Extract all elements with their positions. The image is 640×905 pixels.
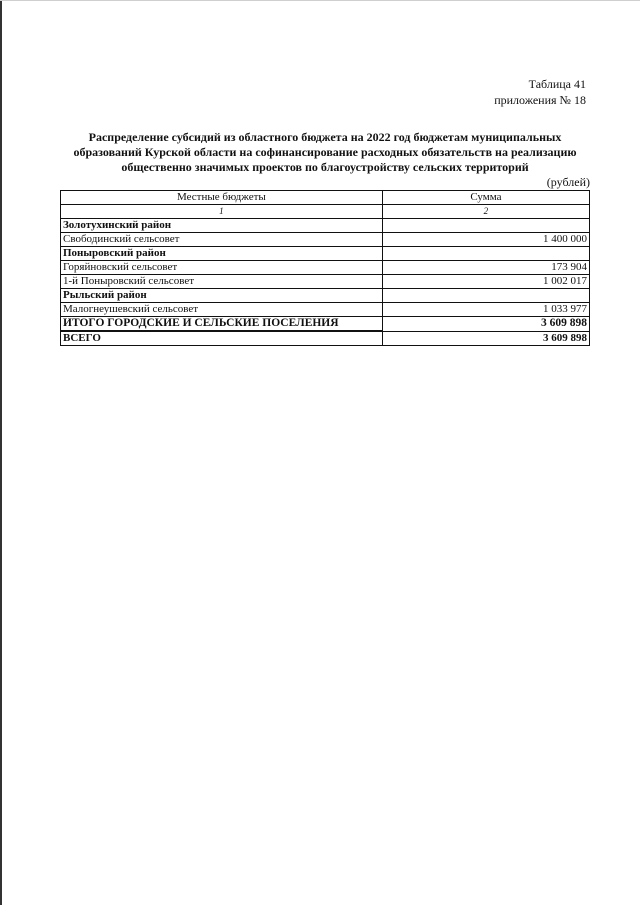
scan-edge-top xyxy=(0,0,640,1)
table-reference xyxy=(494,76,586,108)
settlement-amount: 1 033 977 xyxy=(382,303,589,317)
region-name: Золотухинский район xyxy=(61,219,383,233)
region-amount xyxy=(382,219,589,233)
total-settlements-row xyxy=(61,317,590,332)
table-row-region xyxy=(61,219,590,233)
table-number: Таблица 41 xyxy=(528,77,586,91)
region-amount xyxy=(382,247,589,261)
table-row-region xyxy=(61,289,590,303)
region-amount xyxy=(382,289,589,303)
appendix-number: приложения № 18 xyxy=(494,93,586,107)
settlement-name: Малогнеушевский сельсовет xyxy=(61,303,383,317)
table-row xyxy=(61,303,590,317)
settlement-name: 1-й Поныровский сельсовет xyxy=(61,275,383,289)
subsidy-table xyxy=(60,190,590,346)
title-line-3: общественно значимых проектов по благоустройству сельских территорий xyxy=(121,160,529,174)
settlement-amount: 1 002 017 xyxy=(382,275,589,289)
title-line-2: образований Курской области на софинансирование расходных обязательств на реализацию xyxy=(73,145,577,159)
settlement-amount: 1 400 000 xyxy=(382,233,589,247)
settlement-name: Свободинский сельсовет xyxy=(61,233,383,247)
currency-unit: (рублей) xyxy=(546,175,590,189)
region-name: Рыльский район xyxy=(61,289,383,303)
grand-total-row xyxy=(61,331,590,346)
scan-edge-left xyxy=(0,0,2,905)
total-settlements-label: ИТОГО ГОРОДСКИЕ И СЕЛЬСКИЕ ПОСЕЛЕНИЯ xyxy=(61,317,383,332)
total-settlements-amount: 3 609 898 xyxy=(382,317,589,332)
region-name: Поныровский район xyxy=(61,247,383,261)
table-row xyxy=(61,233,590,247)
header-amount: Сумма xyxy=(382,191,589,205)
grand-total-amount: 3 609 898 xyxy=(382,331,589,346)
column-number-1: 1 xyxy=(61,205,383,219)
title-line-1: Распределение субсидий из областного бюджета на 2022 год бюджетам муниципальных xyxy=(88,130,562,144)
header-local-budgets: Местные бюджеты xyxy=(61,191,383,205)
column-number-row xyxy=(61,205,590,219)
settlement-amount: 173 904 xyxy=(382,261,589,275)
grand-total-label: ВСЕГО xyxy=(61,331,383,346)
column-number-2: 2 xyxy=(382,205,589,219)
settlement-name: Горяйновский сельсовет xyxy=(61,261,383,275)
table-row xyxy=(61,261,590,275)
table-row xyxy=(61,275,590,289)
document-title xyxy=(60,130,590,175)
table-header-row xyxy=(61,191,590,205)
table-row-region xyxy=(61,247,590,261)
